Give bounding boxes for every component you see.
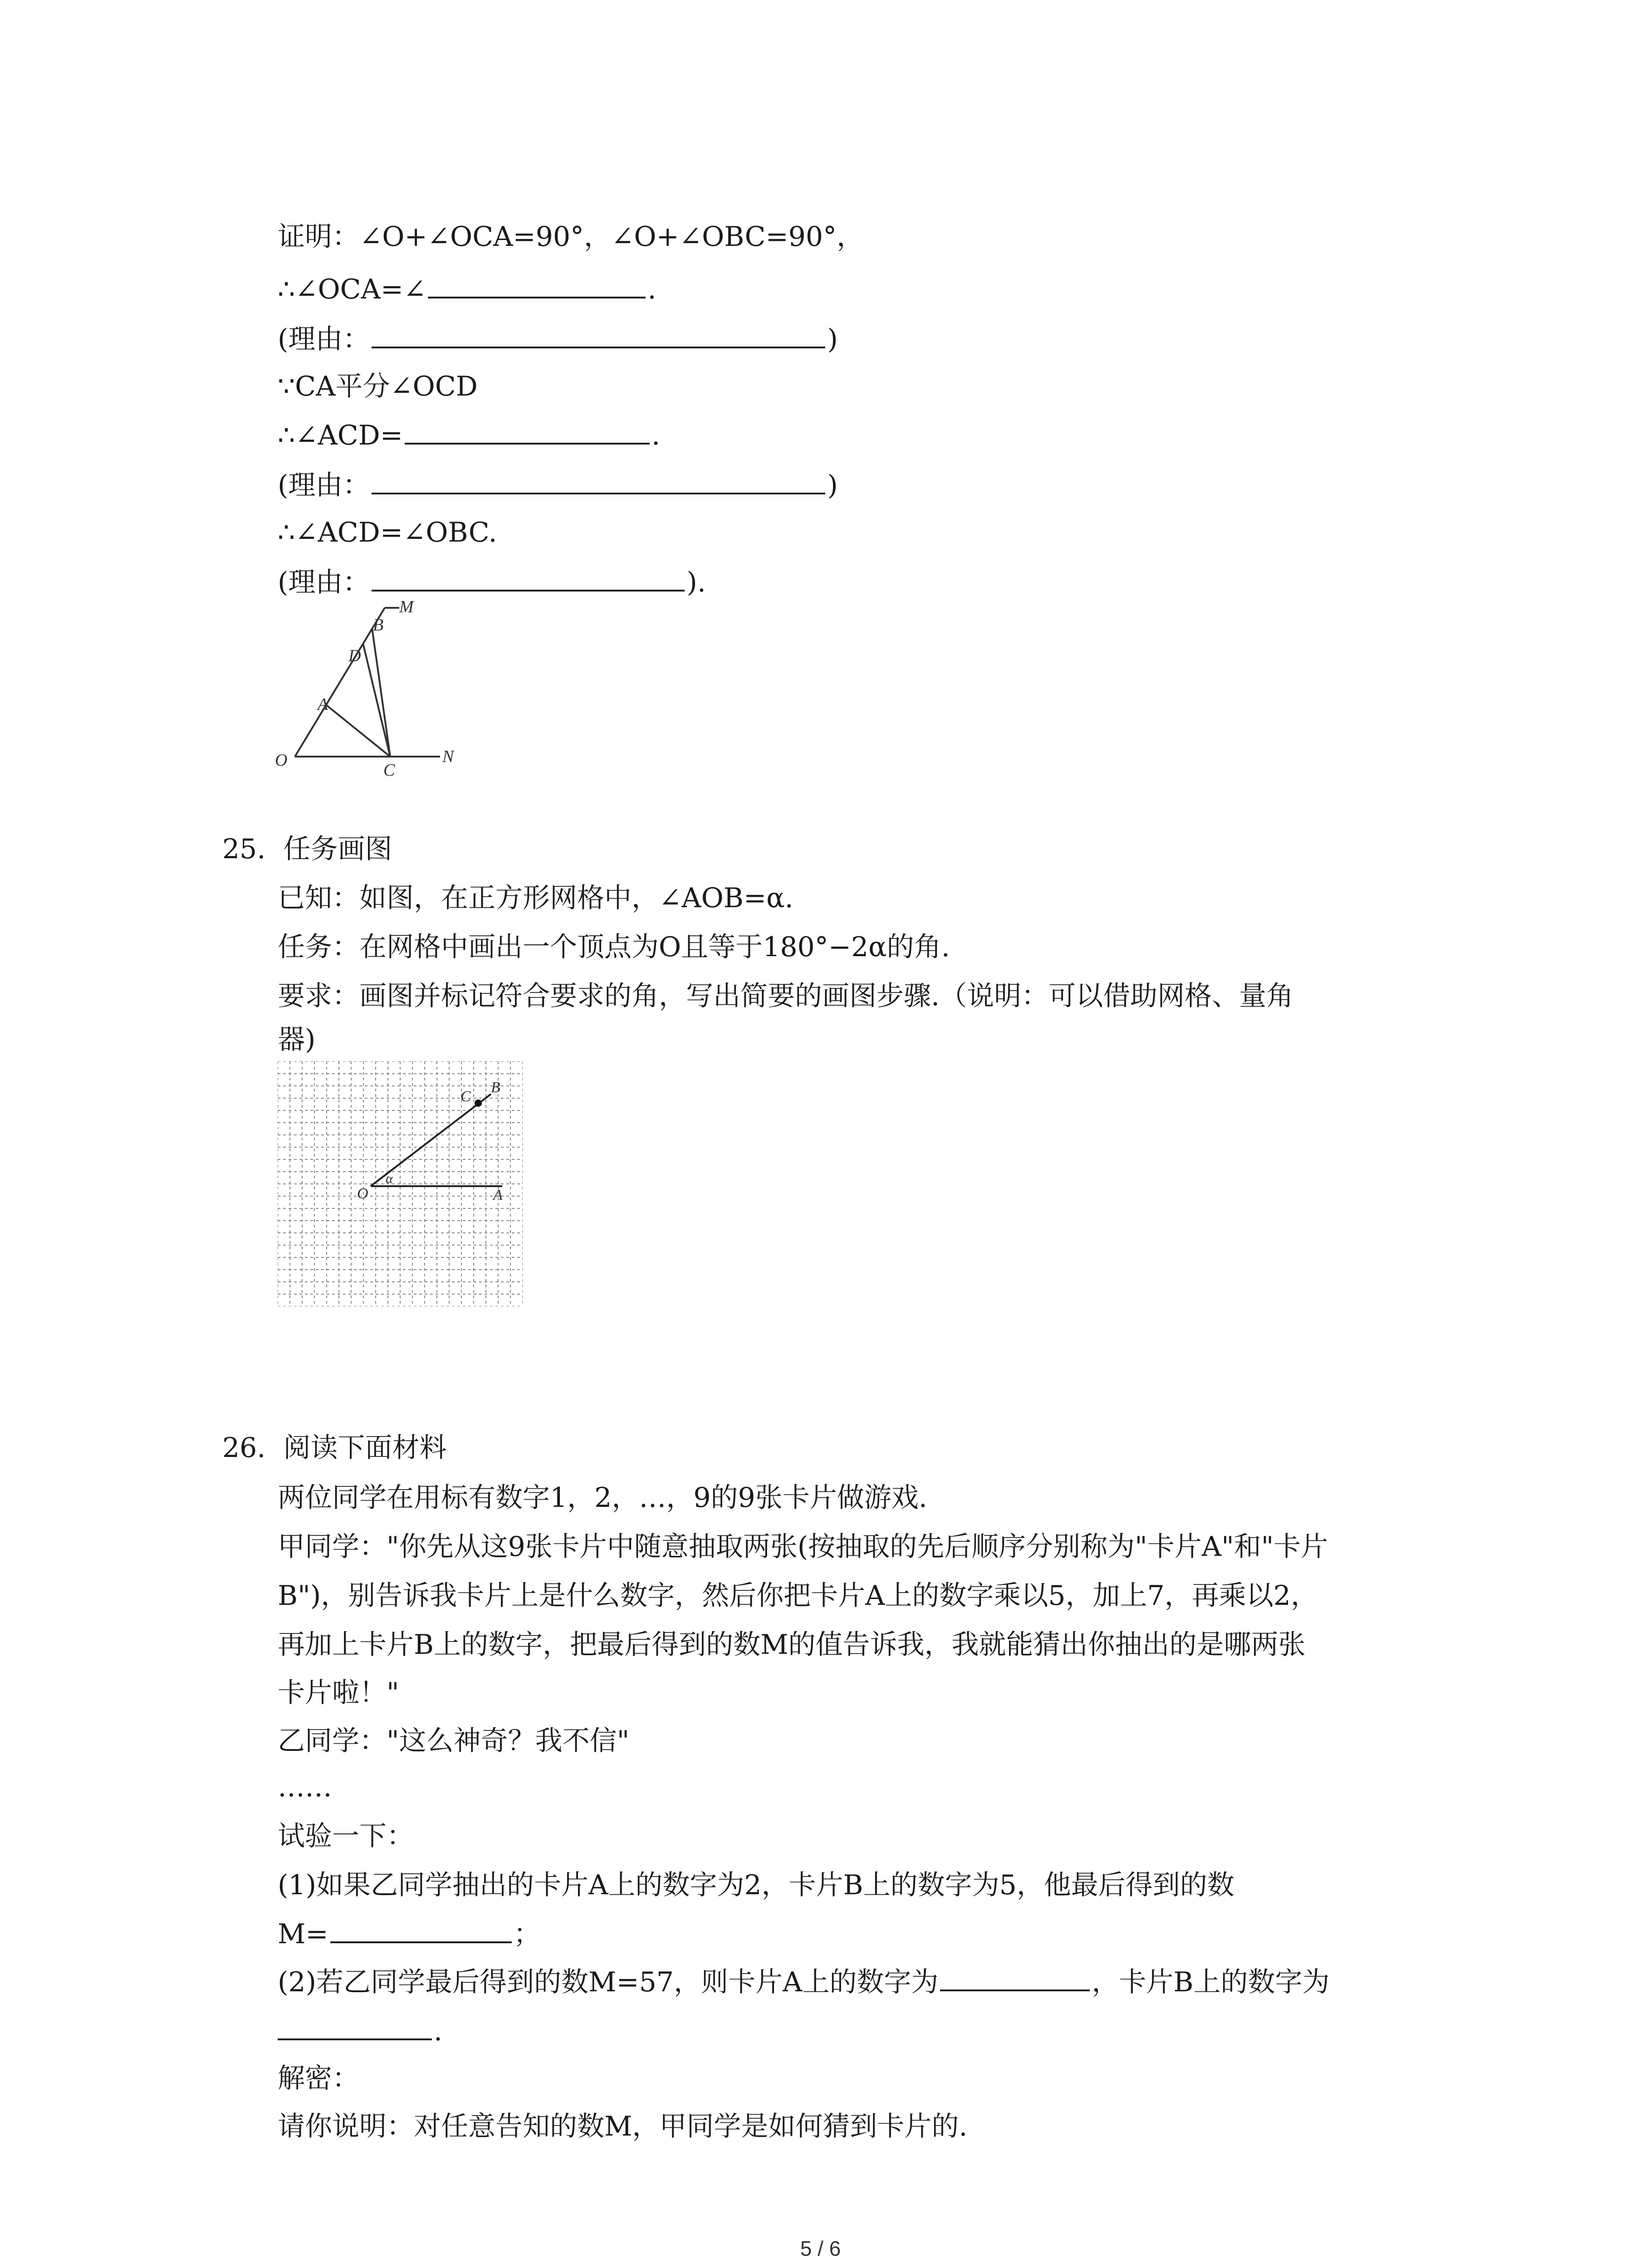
q25-title: 任务画图 (283, 833, 392, 865)
q2-text: (2)若乙同学最后得到的数M=57，则卡片A上的数字为 (278, 1966, 939, 1998)
proof-line-7: ∴∠ACD=∠OBC. (278, 517, 497, 548)
q26-question-2-continuation (278, 2013, 442, 2049)
q26-paragraph-2: 甲同学："你先从这9张卡片中随意抽取两张(按抽取的先后顺序分别称为"卡片A"和"卡片 (278, 1531, 1328, 1563)
grid-label-o: O (357, 1185, 368, 1202)
reason-blank-1[interactable] (372, 321, 825, 348)
q26-paragraph-5: 卡片啦！" (278, 1677, 399, 1709)
proof-line-2-suffix: . (647, 274, 656, 305)
period: . (434, 2015, 443, 2047)
reason-label: (理由： (278, 469, 370, 501)
q25-task: 任务：在网格中画出一个顶点为O且等于180°−2α的角. (278, 931, 950, 963)
proof-line-2 (278, 271, 656, 308)
q26-ellipsis: …… (278, 1771, 332, 1803)
q26-decode-heading: 解密： (278, 2063, 359, 2094)
label-m: M (399, 597, 414, 616)
q26-paragraph-4: 再加上卡片B上的数字，把最后得到的数M的值告诉我，我就能猜出你抽出的是哪两张 (278, 1629, 1306, 1661)
angle-alpha: α (386, 1171, 393, 1186)
label-d: D (348, 646, 361, 665)
q2-mid-text: ，卡片B上的数字为 (1092, 1966, 1330, 1998)
grid-label-a: A (493, 1187, 503, 1203)
semicolon: ； (513, 1918, 541, 1950)
reason-label: (理由： (278, 567, 370, 598)
q26-title: 阅读下面材料 (283, 1432, 447, 1464)
q26-header (222, 1430, 447, 1466)
point-c (475, 1100, 482, 1107)
page-number: 5 / 6 (800, 2237, 841, 2260)
grid-label-c: C (460, 1088, 471, 1105)
grid-label-b: B (491, 1079, 500, 1096)
label-o: O (275, 751, 288, 770)
label-n: N (442, 747, 454, 766)
answer-blank-card-b[interactable] (278, 2013, 432, 2040)
q26-paragraph-1: 两位同学在用标有数字1，2，…，9的9张卡片做游戏. (278, 1482, 927, 1514)
reason-close: ) (827, 469, 838, 501)
proof-line-5-text: ∴∠ACD= (278, 420, 403, 451)
proof-line-5 (278, 417, 660, 454)
proof-line-5-suffix: . (652, 420, 661, 451)
q26-trial-heading: 试验一下： (278, 1820, 414, 1852)
proof-line-1: 证明：∠O+∠OCA=90°，∠O+∠OBC=90°， (278, 221, 864, 253)
proof-line-2-text: ∴∠OCA=∠ (278, 274, 426, 305)
answer-blank-2[interactable] (405, 417, 650, 445)
q25-requirement-1: 要求：画图并标记符合要求的角，写出简要的画图步骤.（说明：可以借助网格、量角 (278, 980, 1294, 1012)
proof-reason-2 (278, 467, 838, 503)
q26-question-2 (278, 1964, 1329, 2000)
label-a: A (318, 695, 328, 714)
answer-blank-m[interactable] (330, 1916, 512, 1943)
q26-paragraph-3: B")，别告诉我卡片上是什么数字，然后你把卡片A上的数字乘以5，加上7，再乘以2， (278, 1580, 1318, 1612)
q26-number: 26. (222, 1432, 266, 1464)
proof-reason-1 (278, 321, 838, 357)
q26-paragraph-6: 乙同学："这么神奇？我不信" (278, 1725, 630, 1757)
answer-blank-1[interactable] (428, 271, 646, 298)
m-label: M= (278, 1918, 328, 1950)
q26-question-1-answer (278, 1916, 541, 1952)
q25-requirement-2: 器) (278, 1024, 316, 1056)
q25-number: 25. (222, 833, 266, 865)
grid-figure[interactable] (278, 1061, 523, 1306)
reason-blank-3[interactable] (372, 564, 685, 591)
q26-question-1: (1)如果乙同学抽出的卡片A上的数字为2，卡片B上的数字为5，他最后得到的数 (278, 1869, 1234, 1901)
answer-blank-card-a[interactable] (940, 1964, 1090, 1991)
label-b: B (373, 616, 384, 635)
reason-label: (理由： (278, 323, 370, 355)
q25-header (222, 831, 392, 867)
q26-final-question: 请你说明：对任意告知的数M，甲同学是如何猜到卡片的. (278, 2111, 968, 2142)
q25-given: 已知：如图，在正方形网格中，∠AOB=α. (278, 882, 794, 914)
geometry-figure-1 (268, 594, 458, 785)
reason-blank-2[interactable] (372, 467, 825, 494)
reason-close-period: ). (686, 567, 706, 598)
proof-line-4: ∵CA平分∠OCD (278, 371, 478, 402)
reason-close: ) (827, 323, 838, 355)
label-c: C (383, 761, 395, 780)
